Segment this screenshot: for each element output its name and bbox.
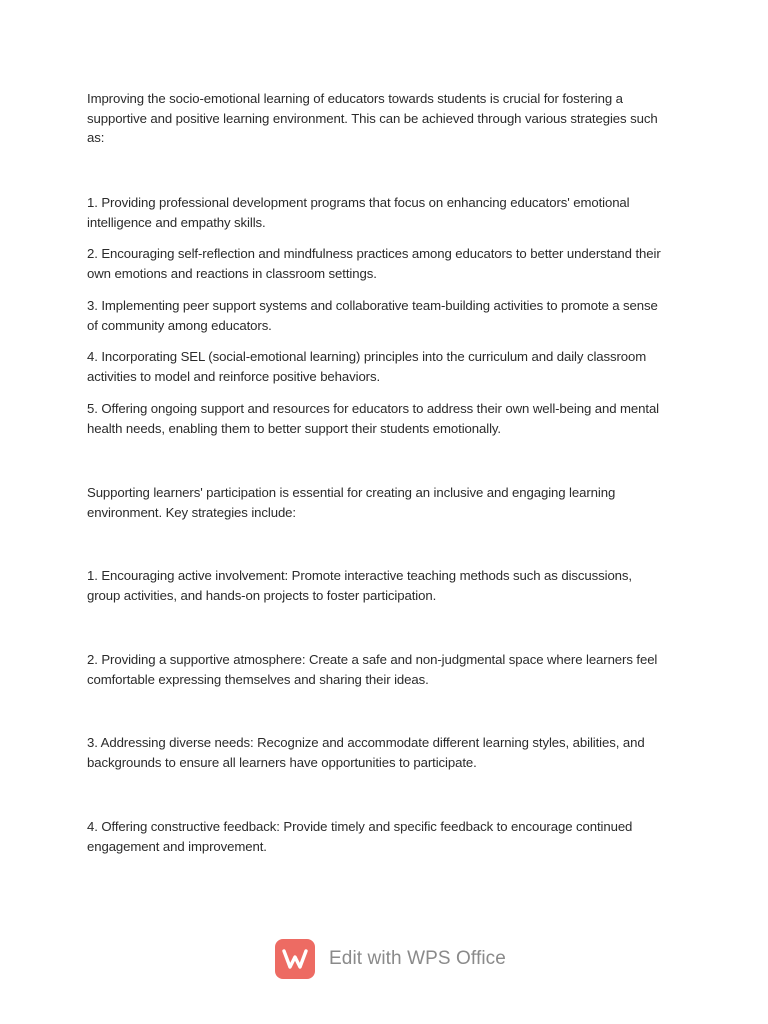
wps-logo-icon [275, 939, 315, 979]
list-item-sel-3: 3. Implementing peer support systems and collaborative team-building activities to promote a sense of community among educators. [87, 298, 658, 333]
list-item-participation-1: 1. Encouraging active involvement: Promote interactive teaching methods such as discussions, group activities, and hands-on projects to foster participation. [87, 568, 632, 603]
paragraph-intro-sel: Improving the socio-emotional learning of educators towards students is crucial for fostering a supportive and positive learning environment. This can be achieved through various strategies such as: [87, 91, 658, 145]
list-item-sel-4: 4. Incorporating SEL (social-emotional learning) principles into the curriculum and daily classroom activities to model and reinforce positive behaviors. [87, 349, 647, 384]
list-item-sel-2: 2. Encouraging self-reflection and mindfulness practices among educators to better understand their own emotions and reactions in classroom settings. [87, 246, 661, 281]
paragraph-intro-participation: Supporting learners' participation is essential for creating an inclusive and engaging learning environment. Key strategies include: [87, 485, 616, 520]
list-item-participation-3: 3. Addressing diverse needs: Recognize and accommodate different learning styles, abilities, and backgrounds to ensure all learners have opportunities to participate. [87, 735, 645, 770]
wps-edit-banner[interactable] [275, 938, 506, 980]
list-item-participation-4: 4. Offering constructive feedback: Provide timely and specific feedback to encourage continued engagement and improvement. [87, 819, 633, 854]
wps-edit-label: Edit with WPS Office [329, 948, 506, 969]
list-item-participation-2: 2. Providing a supportive atmosphere: Create a safe and non-judgmental space where learners feel comfortable expressing themselves and sharing their ideas. [87, 652, 658, 687]
list-item-sel-5: 5. Offering ongoing support and resources for educators to address their own well-being and mental health needs, enabling them to better support their students emotionally. [87, 401, 660, 436]
list-item-sel-1: 1. Providing professional development programs that focus on enhancing educators' emotional intelligence and empathy skills. [87, 195, 630, 230]
